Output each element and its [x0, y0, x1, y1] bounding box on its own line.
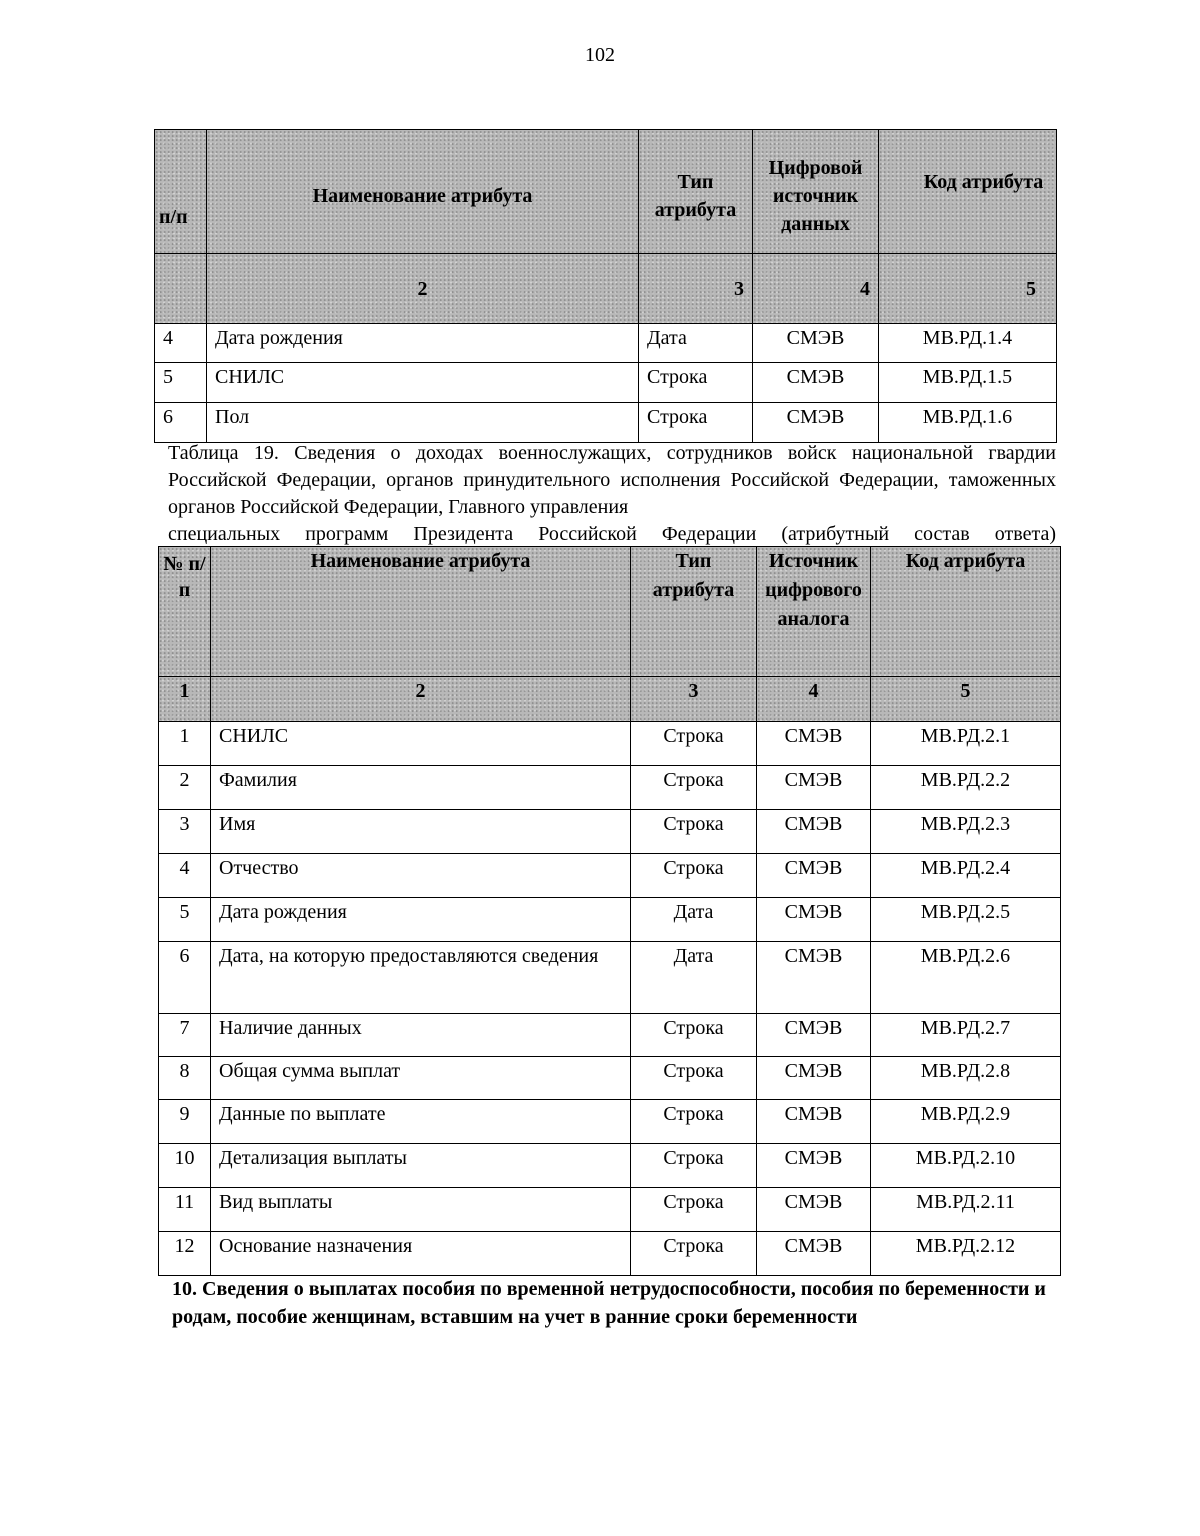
row-code: МВ.РД.2.8: [871, 1057, 1061, 1100]
table-row: [159, 766, 1061, 810]
row-source: СМЭВ: [757, 722, 871, 766]
row-name: Наличие данных: [211, 1014, 631, 1057]
col-header-type: Тип атрибута: [639, 130, 753, 254]
row-num: 8: [159, 1057, 211, 1100]
row-num: 5: [159, 898, 211, 942]
table-row: [159, 854, 1061, 898]
row-name: Дата рождения: [211, 898, 631, 942]
col-number-2: 2: [211, 677, 631, 722]
row-type: Строка: [631, 1188, 757, 1232]
table-header-row: [155, 130, 1057, 254]
col-header-code: Код атрибута: [879, 130, 1057, 254]
table-header-row: [159, 547, 1061, 677]
table-row: [159, 810, 1061, 854]
row-type: Строка: [639, 403, 753, 443]
col-header-num: № п/п: [159, 547, 211, 677]
table-row: [159, 1100, 1061, 1144]
row-name: Данные по выплате: [211, 1100, 631, 1144]
row-name: СНИЛС: [207, 363, 639, 403]
col-number-1: 1: [159, 677, 211, 722]
row-source: СМЭВ: [757, 898, 871, 942]
row-source: СМЭВ: [757, 854, 871, 898]
row-type: Дата: [639, 324, 753, 363]
table-row: [159, 1144, 1061, 1188]
row-code: МВ.РД.2.9: [871, 1100, 1061, 1144]
table-caption-last-line: специальных программ Президента Российской Федерации (атрибутный состав ответа): [168, 523, 1056, 545]
row-type: Строка: [631, 1100, 757, 1144]
row-type: Строка: [631, 766, 757, 810]
row-num: 12: [159, 1232, 211, 1276]
row-source: СМЭВ: [753, 403, 879, 443]
row-num: 1: [159, 722, 211, 766]
row-name: Общая сумма выплат: [211, 1057, 631, 1100]
row-source: СМЭВ: [753, 324, 879, 363]
row-code: МВ.РД.2.1: [871, 722, 1061, 766]
column-numbers-row: [159, 677, 1061, 722]
table-row: [155, 324, 1057, 363]
col-header-type: Тип атрибута: [631, 547, 757, 677]
col-header-source: Цифровой источник данных: [753, 130, 879, 254]
row-type: Дата: [631, 898, 757, 942]
row-num: 2: [159, 766, 211, 810]
row-source: СМЭВ: [757, 1100, 871, 1144]
row-name: Детализация выплаты: [211, 1144, 631, 1188]
row-code: МВ.РД.1.6: [879, 403, 1057, 443]
table-row: [159, 942, 1061, 1014]
table-caption: [168, 440, 1056, 548]
row-code: МВ.РД.2.5: [871, 898, 1061, 942]
row-num: 10: [159, 1144, 211, 1188]
row-source: СМЭВ: [757, 810, 871, 854]
income-attributes-table: [158, 546, 1061, 1276]
row-source: СМЭВ: [757, 1232, 871, 1276]
row-code: МВ.РД.2.12: [871, 1232, 1061, 1276]
row-name: Дата, на которую предоставляются сведения: [211, 942, 631, 1014]
col-header-code: Код атрибута: [871, 547, 1061, 677]
table-caption-text: Таблица 19. Сведения о доходах военнослужащих, сотрудников войск национальной гвардии Российской Федерации, органов принудительного исполнения Российской Федерации, таможенных органов Российской Федерации, Главного управления: [168, 442, 1056, 518]
table-row: [159, 722, 1061, 766]
row-type: Строка: [631, 722, 757, 766]
col-header-name: Наименование атрибута: [211, 547, 631, 677]
row-code: МВ.РД.2.7: [871, 1014, 1061, 1057]
table-row: [159, 898, 1061, 942]
row-type: Строка: [631, 1232, 757, 1276]
row-source: СМЭВ: [757, 1144, 871, 1188]
row-source: СМЭВ: [753, 363, 879, 403]
row-code: МВ.РД.2.4: [871, 854, 1061, 898]
table-row: [155, 363, 1057, 403]
row-num: 3: [159, 810, 211, 854]
row-name: Имя: [211, 810, 631, 854]
row-type: Строка: [631, 1057, 757, 1100]
table-row: [155, 403, 1057, 443]
row-source: СМЭВ: [757, 1188, 871, 1232]
row-num: 4: [155, 324, 207, 363]
row-name: Вид выплаты: [211, 1188, 631, 1232]
row-code: МВ.РД.2.11: [871, 1188, 1061, 1232]
col-number-4: 4: [757, 677, 871, 722]
row-type: Дата: [631, 942, 757, 1014]
row-name: Дата рождения: [207, 324, 639, 363]
row-code: МВ.РД.2.2: [871, 766, 1061, 810]
col-number-3: 3: [639, 254, 753, 324]
col-number-3: 3: [631, 677, 757, 722]
col-number-2: 2: [207, 254, 639, 324]
attributes-table-continued: [154, 129, 1057, 443]
row-type: Строка: [631, 1144, 757, 1188]
row-code: МВ.РД.2.10: [871, 1144, 1061, 1188]
row-code: МВ.РД.2.6: [871, 942, 1061, 1014]
row-code: МВ.РД.1.4: [879, 324, 1057, 363]
row-name: Пол: [207, 403, 639, 443]
row-num: 9: [159, 1100, 211, 1144]
col-number-5: 5: [871, 677, 1061, 722]
row-num: 11: [159, 1188, 211, 1232]
col-number-1: [155, 254, 207, 324]
page-number: 102: [585, 44, 615, 66]
row-type: Строка: [631, 854, 757, 898]
row-source: СМЭВ: [757, 942, 871, 1014]
row-type: Строка: [631, 810, 757, 854]
row-code: МВ.РД.2.3: [871, 810, 1061, 854]
col-header-name: Наименование атрибута: [207, 130, 639, 254]
table-row: [159, 1057, 1061, 1100]
row-name: Фамилия: [211, 766, 631, 810]
row-type: Строка: [639, 363, 753, 403]
col-number-4: 4: [753, 254, 879, 324]
row-num: 6: [159, 942, 211, 1014]
column-numbers-row: [155, 254, 1057, 324]
row-source: СМЭВ: [757, 1014, 871, 1057]
row-name: Отчество: [211, 854, 631, 898]
table-row: [159, 1232, 1061, 1276]
row-source: СМЭВ: [757, 1057, 871, 1100]
row-num: 5: [155, 363, 207, 403]
row-num: 7: [159, 1014, 211, 1057]
row-code: МВ.РД.1.5: [879, 363, 1057, 403]
col-number-5: 5: [879, 254, 1057, 324]
row-name: СНИЛС: [211, 722, 631, 766]
row-num: 4: [159, 854, 211, 898]
section-heading: 10. Сведения о выплатах пособия по временной нетрудоспособности, пособия по беременности и родам, пособие женщинам, вставшим на учет в ранние сроки беременности: [172, 1278, 1046, 1328]
table-row: [159, 1188, 1061, 1232]
row-num: 6: [155, 403, 207, 443]
table-row: [159, 1014, 1061, 1057]
row-source: СМЭВ: [757, 766, 871, 810]
row-name: Основание назначения: [211, 1232, 631, 1276]
col-header-num: п/п: [155, 130, 207, 254]
row-type: Строка: [631, 1014, 757, 1057]
col-header-source: Источник цифрового аналога: [757, 547, 871, 677]
